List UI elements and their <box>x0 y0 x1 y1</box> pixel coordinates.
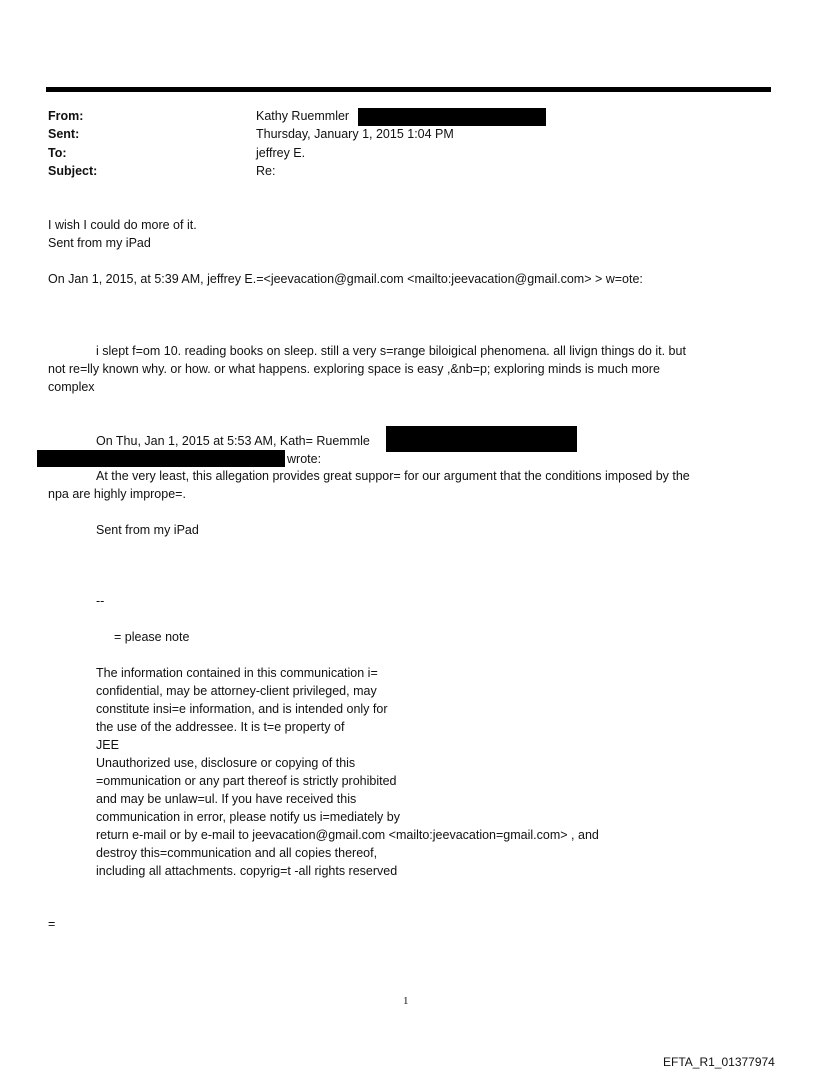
quote2-line: At the very least, this allegation provides great suppor= for our argument that the conditions imposed by the <box>96 469 690 483</box>
quote2-header: On Thu, Jan 1, 2015 at 5:53 AM, Kath= Ruemmle <box>96 434 370 448</box>
disclaimer-line: Unauthorized use, disclosure or copying of this <box>96 756 356 770</box>
quote1-line: complex <box>48 380 95 394</box>
subject-label: Subject: <box>48 164 98 178</box>
document-id: EFTA_R1_01377974 <box>663 1055 775 1069</box>
redaction-bar <box>37 450 285 467</box>
page-number: 1 <box>403 995 409 1007</box>
disclaimer-line: destroy this=communication and all copies thereof, <box>96 846 378 860</box>
quote2-wrote: wrote: <box>287 452 322 466</box>
to-label: To: <box>48 146 67 160</box>
disclaimer-line: the use of the addressee. It is t=e property of <box>96 720 345 734</box>
signature-dashes: -- <box>96 594 105 608</box>
quote2-line: npa are highly imprope=. <box>48 487 186 501</box>
quote1-line: i slept f=om 10. reading books on sleep. still a very s=range biloigical phenomena. all livign things do it. but <box>96 344 686 358</box>
disclaimer-line: The information contained in this communication i= <box>96 666 378 680</box>
disclaimer-line: and may be unlaw=ul. If you have received this <box>96 792 357 806</box>
disclaimer-block <box>96 664 599 880</box>
to-value: jeffrey E. <box>256 146 306 160</box>
reply-text: I wish I could do more of it. <box>48 218 197 232</box>
redaction-bar <box>358 108 546 126</box>
sent-value: Thursday, January 1, 2015 1:04 PM <box>256 127 454 141</box>
quote1-header: On Jan 1, 2015, at 5:39 AM, jeffrey E.=<jeevacation@gmail.com <mailto:jeevacation@gmail.com> > w=ote: <box>48 272 643 286</box>
sent-label: Sent: <box>48 127 80 141</box>
disclaimer-line: JEE <box>96 738 119 752</box>
disclaimer-line: =ommunication or any part thereof is strictly prohibited <box>96 774 397 788</box>
header-rule <box>46 87 771 92</box>
redaction-bar <box>386 426 577 452</box>
trailing-equals: = <box>48 917 56 931</box>
disclaimer-line: constitute insi=e information, and is intended only for <box>96 702 388 716</box>
subject-value: Re: <box>256 164 276 178</box>
reply-signature: Sent from my iPad <box>48 236 151 250</box>
from-value: Kathy Ruemmler <box>256 109 350 123</box>
quote1-line: not re=lly known why. or how. or what happens. exploring space is easy ,&nb=p; exploring minds is much more <box>48 362 660 376</box>
quote2-signature: Sent from my iPad <box>96 523 199 537</box>
disclaimer-line: confidential, may be attorney-client privileged, may <box>96 684 377 698</box>
disclaimer-line: communication in error, please notify us i=mediately by <box>96 810 400 824</box>
disclaimer-line: return e-mail or by e-mail to jeevacation@gmail.com <mailto:jeevacation=gmail.com> , and <box>96 828 599 842</box>
signature-note: = please note <box>114 630 190 644</box>
from-label: From: <box>48 109 84 123</box>
disclaimer-line: including all attachments. copyrig=t -all rights reserved <box>96 864 398 878</box>
